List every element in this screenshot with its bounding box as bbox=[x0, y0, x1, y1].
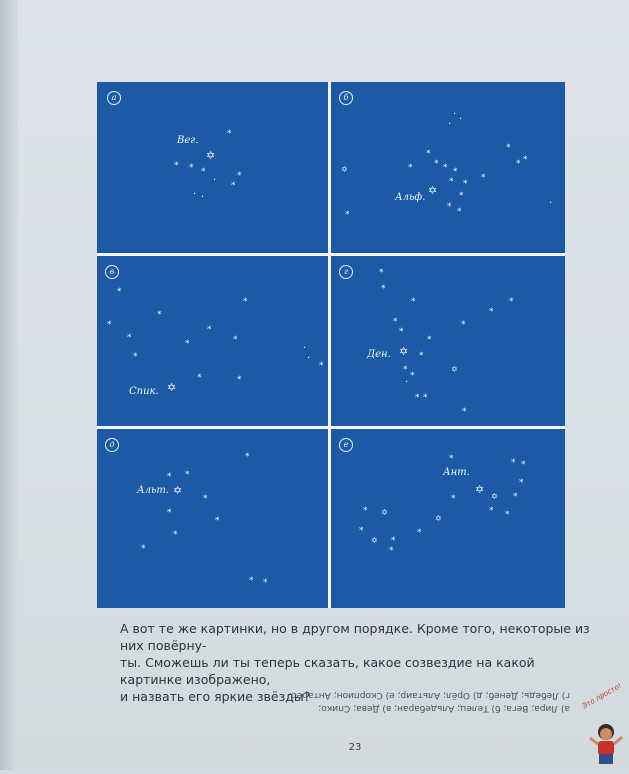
star-icon: * bbox=[263, 578, 268, 588]
mascot-illustration bbox=[578, 681, 629, 770]
star-icon: * bbox=[117, 287, 122, 297]
star-icon: * bbox=[173, 530, 178, 540]
star-icon: * bbox=[345, 210, 350, 220]
page-number: 23 bbox=[348, 742, 362, 753]
panel-letter-a: а bbox=[107, 91, 121, 105]
bright-star-icon: ✡ bbox=[435, 514, 442, 523]
star-icon: * bbox=[457, 207, 462, 217]
bright-star-icon: ✡ bbox=[451, 365, 458, 374]
star-icon: * bbox=[391, 536, 396, 546]
star-label-spica: Спик. bbox=[129, 386, 159, 397]
star-icon: * bbox=[463, 179, 468, 189]
star-icon: · bbox=[448, 119, 452, 130]
star-icon: · bbox=[307, 353, 311, 364]
star-icon: * bbox=[505, 510, 510, 520]
star-icon: * bbox=[127, 333, 132, 343]
star-icon: * bbox=[461, 320, 466, 330]
star-icon: * bbox=[249, 576, 254, 586]
star-label-aldebaran: Альф. bbox=[395, 192, 426, 203]
caption-line-2: ты. Сможешь ли ты теперь сказать, какое созвездие на какой картинке изображено, bbox=[120, 655, 535, 687]
mascot-speech-text: Это просто! bbox=[580, 681, 623, 711]
star-icon: * bbox=[481, 173, 486, 183]
star-icon: * bbox=[207, 325, 212, 335]
star-icon: * bbox=[462, 407, 467, 417]
upside-down-answer-key bbox=[210, 688, 570, 714]
star-icon: * bbox=[167, 472, 172, 482]
star-icon: * bbox=[381, 284, 386, 294]
star-icon: * bbox=[233, 335, 238, 345]
bright-star-icon: ✡ bbox=[491, 492, 498, 501]
bright-star-icon: ✡ bbox=[206, 149, 216, 162]
star-icon: * bbox=[417, 528, 422, 538]
star-icon: * bbox=[141, 544, 146, 554]
star-icon: * bbox=[423, 393, 428, 403]
bright-star-icon: ✡ bbox=[399, 345, 409, 358]
star-icon: * bbox=[511, 458, 516, 468]
star-icon: * bbox=[185, 339, 190, 349]
star-icon: * bbox=[107, 320, 112, 330]
star-icon: * bbox=[319, 361, 324, 371]
star-icon: * bbox=[506, 143, 511, 153]
star-icon: · bbox=[213, 175, 217, 186]
star-chart-panel-b bbox=[331, 82, 565, 253]
star-icon: * bbox=[237, 171, 242, 181]
bright-star-icon: ✡ bbox=[173, 484, 183, 497]
panel-letter-v: в bbox=[105, 265, 119, 279]
star-icon: * bbox=[449, 177, 454, 187]
star-chart-panel-v bbox=[97, 256, 328, 426]
answer-line-1: а) Лира; Вега; б) Телец; Альдебаран; в) Дева; Спико; bbox=[318, 703, 570, 713]
star-icon: * bbox=[403, 365, 408, 375]
star-icon: * bbox=[174, 161, 179, 171]
caption-line-3: и назвать его яркие звёзды? bbox=[120, 689, 311, 704]
star-icon: * bbox=[427, 335, 432, 345]
bright-star-icon: ✡ bbox=[371, 536, 378, 545]
star-icon: * bbox=[231, 181, 236, 191]
star-icon: * bbox=[449, 454, 454, 464]
star-icon: · bbox=[193, 189, 197, 200]
star-icon: * bbox=[451, 494, 456, 504]
star-icon: * bbox=[521, 460, 526, 470]
star-icon: * bbox=[459, 191, 464, 201]
bright-star-icon: ✡ bbox=[475, 483, 485, 496]
star-icon: * bbox=[519, 478, 524, 488]
star-icon: * bbox=[411, 297, 416, 307]
answer-line-2: г) Лебедь; Денеб; д) Орёл; Альтаир; е) Скорпион; Антарес. bbox=[288, 690, 570, 700]
star-icon: * bbox=[443, 163, 448, 173]
star-chart-panel-g bbox=[331, 256, 565, 426]
star-icon: * bbox=[453, 167, 458, 177]
star-icon: * bbox=[215, 516, 220, 526]
star-icon: * bbox=[509, 297, 514, 307]
star-label-altair: Альт. bbox=[137, 485, 170, 496]
star-label-antares: Ант. bbox=[443, 467, 470, 478]
star-icon: * bbox=[434, 159, 439, 169]
star-icon: * bbox=[243, 297, 248, 307]
star-icon: * bbox=[393, 317, 398, 327]
star-icon: * bbox=[189, 163, 194, 173]
star-chart-panel-a bbox=[97, 82, 328, 253]
star-icon: · bbox=[453, 109, 457, 120]
star-icon: * bbox=[513, 492, 518, 502]
caption-line-1: А вот те же картинки, но в другом порядке. Кроме того, некоторые из них повёрну- bbox=[120, 621, 590, 653]
star-icon: * bbox=[379, 268, 384, 278]
star-icon: * bbox=[408, 163, 413, 173]
star-icon: · bbox=[549, 198, 553, 209]
panel-letter-d: д bbox=[105, 438, 119, 452]
panel-letter-e: е bbox=[339, 438, 353, 452]
star-icon: * bbox=[245, 452, 250, 462]
star-chart-panel-e bbox=[331, 429, 565, 608]
star-icon: * bbox=[415, 393, 420, 403]
star-icon: * bbox=[523, 155, 528, 165]
star-chart-panel-d bbox=[97, 429, 328, 608]
star-icon: * bbox=[197, 373, 202, 383]
star-icon: · bbox=[405, 377, 409, 388]
star-icon: · bbox=[459, 114, 463, 125]
bright-star-icon: ✡ bbox=[167, 381, 177, 394]
star-icon: * bbox=[157, 310, 162, 320]
panel-letter-g: г bbox=[339, 265, 353, 279]
panel-letter-b: б bbox=[339, 91, 353, 105]
star-icon: · bbox=[303, 343, 307, 354]
star-icon: * bbox=[359, 526, 364, 536]
star-icon: * bbox=[227, 129, 232, 139]
star-icon: * bbox=[516, 159, 521, 169]
star-icon: * bbox=[133, 352, 138, 362]
star-icon: * bbox=[167, 508, 172, 518]
bright-star-icon: ✡ bbox=[341, 165, 348, 174]
star-label-vega: Вег. bbox=[177, 135, 199, 146]
star-icon: * bbox=[237, 375, 242, 385]
star-icon: * bbox=[399, 327, 404, 337]
star-icon: * bbox=[185, 470, 190, 480]
star-icon: * bbox=[389, 546, 394, 556]
star-icon: * bbox=[410, 371, 415, 381]
star-icon: * bbox=[426, 149, 431, 159]
star-icon: * bbox=[489, 307, 494, 317]
star-icon: * bbox=[363, 506, 368, 516]
star-icon: * bbox=[447, 202, 452, 212]
bright-star-icon: ✡ bbox=[428, 184, 438, 197]
bright-star-icon: ✡ bbox=[381, 508, 388, 517]
star-label-deneb: Ден. bbox=[367, 349, 391, 360]
star-icon: * bbox=[419, 351, 424, 361]
star-icon: * bbox=[203, 494, 208, 504]
star-icon: * bbox=[489, 506, 494, 516]
star-icon: · bbox=[201, 192, 205, 203]
star-icon: * bbox=[201, 167, 206, 177]
